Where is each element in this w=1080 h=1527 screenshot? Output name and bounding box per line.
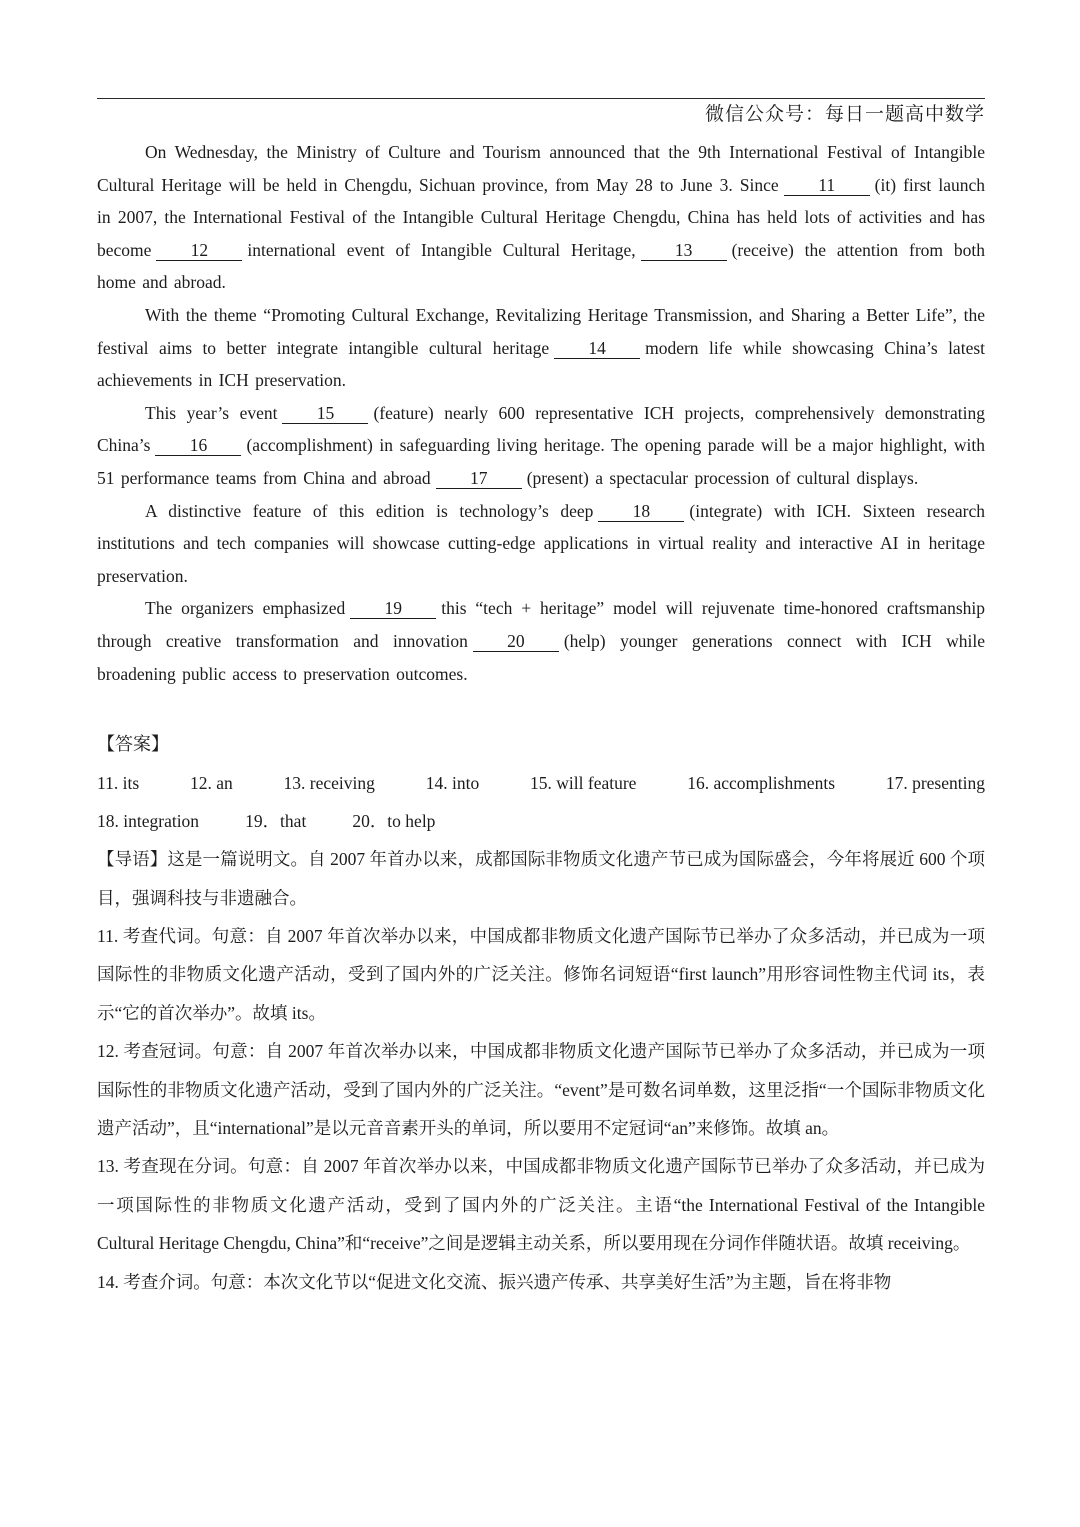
passage-text: With the theme “Promoting Cultural Exchange, Revitalizing Heritage Transmission, and Sharing a Better Life”, the festival aims to better integrate intangible cultural heritage bbox=[97, 304, 985, 358]
passage-text: A distinctive feature of this edition is technology’s deep bbox=[145, 500, 594, 521]
passage-paragraph-4 bbox=[97, 495, 985, 593]
passage-text: The organizers emphasized bbox=[145, 598, 346, 619]
header-rule bbox=[97, 98, 985, 99]
passage-paragraph-2 bbox=[97, 299, 985, 397]
answer-item-18: 18. integration bbox=[97, 811, 200, 832]
answers-line-1 bbox=[97, 764, 985, 802]
explanation-item-12: 12. 考查冠词。句意：自 2007 年首次举办以来，中国成都非物质文化遗产国际节已举办了众多活动，并已成为一项国际性的非物质文化遗产活动，受到了国内外的广泛关注。“event”是可数名词单数，这里泛指“一个国际非物质文化遗产活动”，且“international”是以元音音素开头的单词，所以要用不定冠词“an”来修饰。故填 an。 bbox=[97, 1041, 985, 1138]
answer-item-20: 20．to help bbox=[352, 811, 436, 832]
answer-item-12: 12. an bbox=[189, 773, 233, 794]
passage-text: (receive) the attention from both home and abroad. bbox=[97, 239, 985, 293]
explanation-item-11: 11. 考查代词。句意：自 2007 年首次举办以来，中国成都非物质文化遗产国际节已举办了众多活动，并已成为一项国际性的非物质文化遗产活动，受到了国内外的广泛关注。修饰名词短语“first launch”用形容词性物主代词 its，表示“它的首次举办”。故填 its。 bbox=[97, 925, 985, 1023]
page-header bbox=[97, 98, 985, 130]
blank-14: 14 bbox=[554, 339, 640, 359]
passage-text: On Wednesday, the Ministry of Culture and Tourism announced that the 9th International Festival of Intangible Cultural Heritage will be held in Chengdu, Sichuan province, from May 28 to June 3. Since bbox=[97, 142, 985, 195]
passage-text: (feature) nearly 600 representative ICH projects, comprehensively demonstrating China’s bbox=[97, 402, 985, 456]
answer-item-16: 16. accomplishments bbox=[687, 773, 836, 794]
passage-text: (present) a spectacular procession of cultural displays. bbox=[526, 467, 919, 488]
blank-20: 20 bbox=[473, 632, 559, 652]
passage-paragraph-3 bbox=[97, 397, 985, 495]
passage-text: (accomplishment) in safeguarding living heritage. The opening parade will be a major highlight, with 51 performance teams from China and abroad bbox=[97, 435, 985, 488]
explanations-section bbox=[97, 840, 985, 1301]
passage-paragraph-5 bbox=[97, 592, 985, 690]
answer-item-11: 11. its bbox=[97, 773, 140, 794]
blank-16: 16 bbox=[155, 436, 241, 456]
passage-text: modern life while showcasing China’s latest achievements in ICH preservation. bbox=[97, 337, 986, 391]
passage-text: (it) first launch in 2007, the International Festival of the Intangible Cultural Heritage Chengdu, China has held lots of activities and has become bbox=[97, 174, 985, 260]
blank-19: 19 bbox=[350, 599, 436, 619]
intro-note: 【导语】这是一篇说明文。自 2007 年首办以来，成都国际非物质文化遗产节已成为国际盛会，今年将展近 600 个项目，强调科技与非遗融合。 bbox=[97, 849, 985, 908]
watermark-text: 微信公众号：每日一题高中数学 bbox=[704, 104, 985, 125]
passage-text: (help) younger generations connect with ICH while broadening public access to preservation outcomes. bbox=[97, 630, 985, 684]
blank-18: 18 bbox=[598, 502, 684, 522]
passage-text: this “tech + heritage” model will rejuvenate time-honored craftsmanship through creative transformation and innovation bbox=[97, 598, 986, 651]
passage-paragraph-1 bbox=[97, 136, 985, 299]
blank-13: 13 bbox=[641, 241, 727, 261]
passage-text: (integrate) with ICH. Sixteen research institutions and tech companies will showcase cutting-edge applications in virtual reality and interactive AI in heritage preservation. bbox=[97, 500, 985, 586]
cloze-passage bbox=[97, 136, 985, 690]
explanation-item-13: 13. 考查现在分词。句意：自 2007 年首次举办以来，中国成都非物质文化遗产国际节已举办了众多活动，并已成为一项国际性的非物质文化遗产活动，受到了国内外的广泛关注。主语“the International Festival of the Intangible Cultural Heritage Chengdu, China”和“receive”之间是逻辑主动关系，所以要用现在分词作伴随状语。故填 receiving。 bbox=[97, 1156, 985, 1254]
blank-12: 12 bbox=[156, 241, 242, 261]
passage-text: This year’s event bbox=[145, 402, 278, 423]
answer-item-17: 17. presenting bbox=[885, 773, 985, 794]
blank-15: 15 bbox=[282, 404, 368, 424]
explanation-item-14: 14. 考查介词。句意：本次文化节以“促进文化交流、振兴遗产传承、共享美好生活”为主题，旨在将非物 bbox=[97, 1271, 892, 1292]
answer-item-14: 14. into bbox=[425, 773, 480, 794]
answers-heading: 【答案】 bbox=[97, 734, 169, 755]
answer-item-19: 19．that bbox=[245, 811, 307, 832]
passage-text: international event of Intangible Cultural Heritage, bbox=[247, 239, 636, 260]
answers-section bbox=[97, 724, 985, 840]
blank-17: 17 bbox=[436, 469, 522, 489]
answers-line-2 bbox=[97, 802, 985, 840]
blank-11: 11 bbox=[784, 176, 870, 196]
answer-item-15: 15. will feature bbox=[530, 773, 637, 794]
answer-item-13: 13. receiving bbox=[283, 773, 375, 794]
